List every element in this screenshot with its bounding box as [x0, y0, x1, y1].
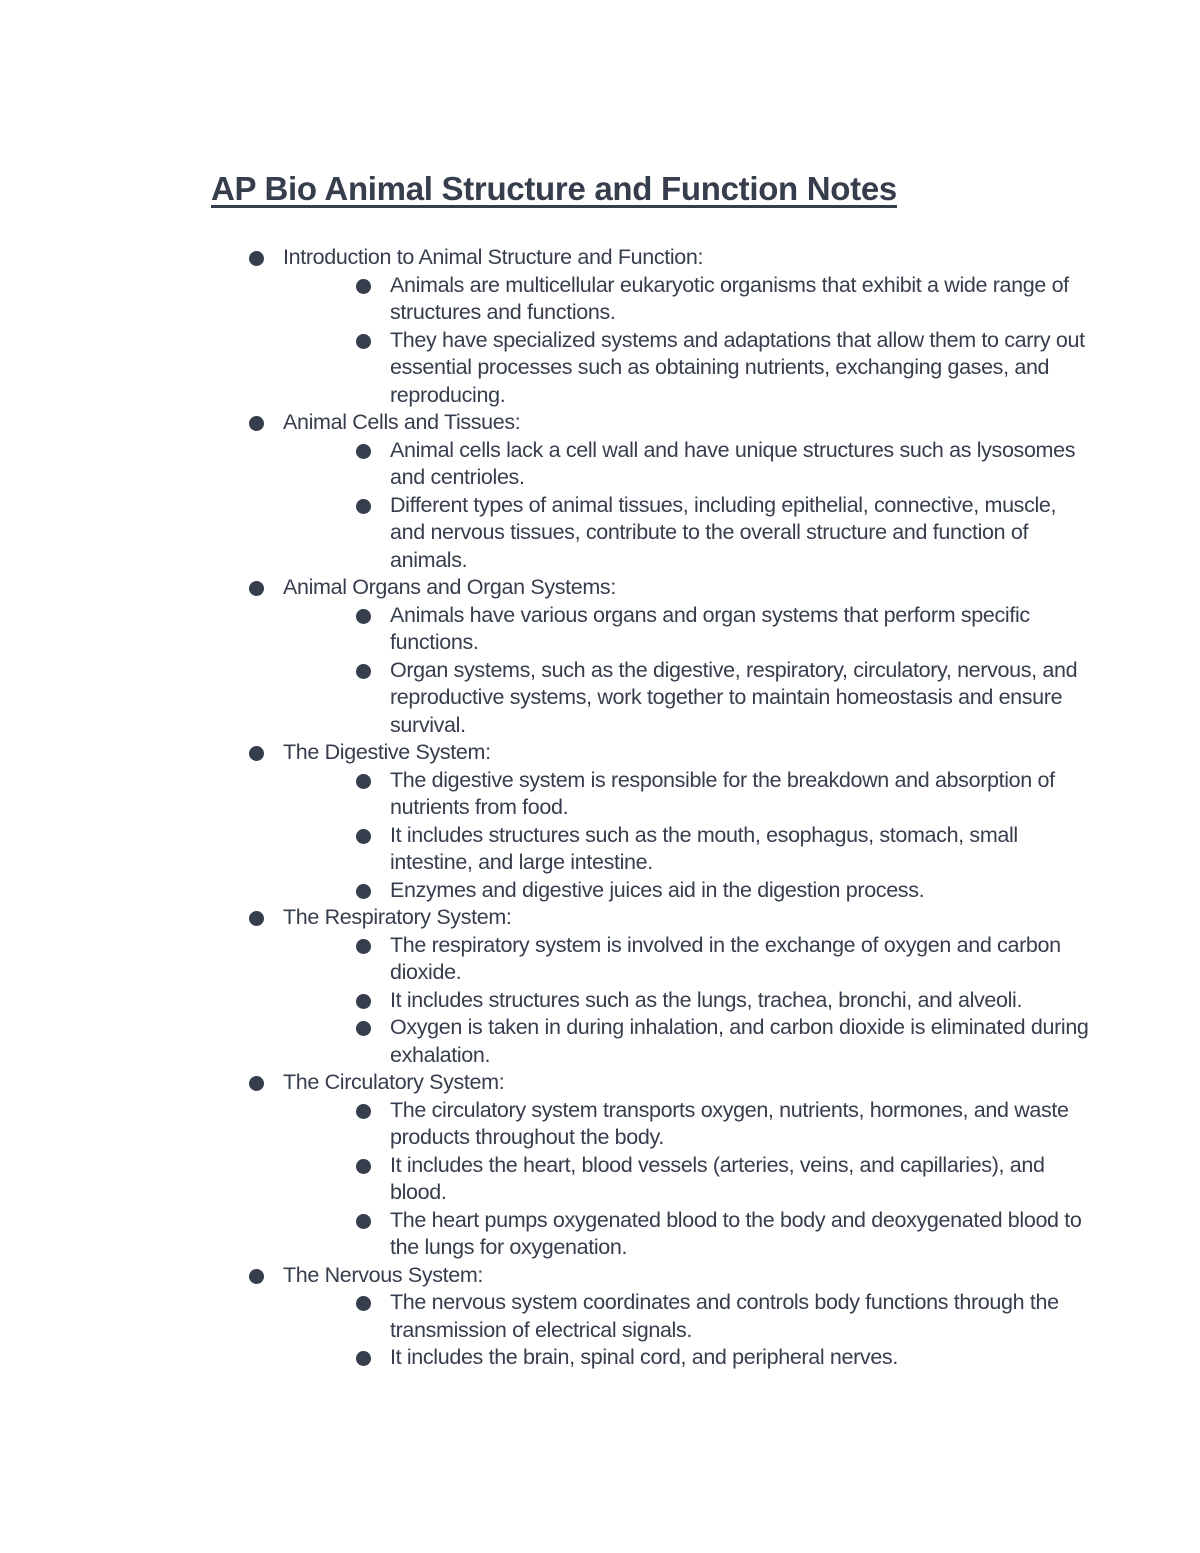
section-circulatory-system: [246, 1069, 1082, 1262]
list-item: It includes structures such as the lungs, trachea, bronchi, and alveoli.: [353, 987, 1090, 1015]
notes-outline: [246, 244, 1089, 1372]
sub-points: [283, 1289, 1076, 1372]
sub-points: [283, 767, 1076, 905]
section-organs-systems: [246, 574, 1076, 739]
bullet-icon: [356, 1214, 371, 1229]
bullet-icon: [356, 1159, 371, 1174]
section-heading: Animal Organs and Organ Systems:: [283, 575, 616, 599]
bullet-icon: [356, 1021, 371, 1036]
list-item: Organ systems, such as the digestive, respiratory, circulatory, nervous, and reproductive systems, work together to maintain homeostasis and ensure survival.: [353, 657, 1090, 740]
bullet-icon: [249, 416, 264, 431]
section-digestive-system: [246, 739, 1076, 904]
sub-points: [283, 1097, 1082, 1262]
section-heading: The Nervous System:: [283, 1262, 484, 1287]
sub-points: [283, 932, 1089, 1070]
bullet-icon: [356, 1296, 371, 1311]
bullet-icon: [356, 499, 371, 514]
list-item: Different types of animal tissues, including epithelial, connective, muscle, and nervous tissues, contribute to the overall structure and function of animals.: [353, 492, 1090, 575]
section-heading: The Digestive System:: [283, 740, 491, 764]
bullet-icon: [249, 251, 264, 266]
list-item: The respiratory system is involved in the exchange of oxygen and carbon dioxide.: [353, 932, 1090, 987]
section-heading: Animal Cells and Tissues:: [283, 410, 521, 434]
sub-points: [283, 437, 1076, 575]
list-item: Enzymes and digestive juices aid in the digestion process.: [353, 877, 1090, 905]
sub-points: [283, 602, 1076, 740]
list-item: They have specialized systems and adaptations that allow them to carry out essential processes such as obtaining nutrients, exchanging gases, and reproducing.: [353, 327, 1090, 410]
list-item: Animals have various organs and organ systems that perform specific functions.: [353, 602, 1090, 657]
bullet-icon: [249, 1269, 264, 1284]
list-item: The heart pumps oxygenated blood to the body and deoxygenated blood to the lungs for oxygenation.: [353, 1207, 1090, 1262]
bullet-icon: [249, 746, 264, 761]
bullet-icon: [356, 1351, 371, 1366]
section-heading: The Respiratory System:: [283, 905, 512, 929]
list-item: Animal cells lack a cell wall and have unique structures such as lysosomes and centrioles.: [353, 437, 1090, 492]
bullet-icon: [356, 664, 371, 679]
list-item: The circulatory system transports oxygen, nutrients, hormones, and waste products throughout the body.: [353, 1097, 1090, 1152]
section-heading: Introduction to Animal Structure and Function:: [283, 245, 704, 269]
bullet-icon: [356, 774, 371, 789]
list-item: Oxygen is taken in during inhalation, and carbon dioxide is eliminated during exhalation.: [353, 1014, 1090, 1069]
list-item: It includes the brain, spinal cord, and peripheral nerves.: [353, 1344, 1090, 1372]
section-cells-tissues: [246, 409, 1076, 574]
section-heading: The Circulatory System:: [283, 1070, 505, 1094]
list-item: It includes the heart, blood vessels (arteries, veins, and capillaries), and blood.: [353, 1152, 1090, 1207]
list-item: It includes structures such as the mouth, esophagus, stomach, small intestine, and large intestine.: [353, 822, 1090, 877]
list-item: The nervous system coordinates and controls body functions through the transmission of electrical signals.: [353, 1289, 1090, 1344]
bullet-icon: [356, 1104, 371, 1119]
bullet-icon: [249, 911, 264, 926]
bullet-icon: [356, 279, 371, 294]
bullet-icon: [356, 334, 371, 349]
list-item: Animals are multicellular eukaryotic organisms that exhibit a wide range of structures and functions.: [353, 272, 1090, 327]
page-title: AP Bio Animal Structure and Function Notes: [211, 170, 897, 207]
section-respiratory-system: [246, 904, 1089, 1069]
bullet-icon: [356, 609, 371, 624]
bullet-icon: [249, 1076, 264, 1091]
bullet-icon: [249, 581, 264, 596]
section-nervous-system: [246, 1262, 1076, 1372]
sub-points: [283, 272, 1085, 410]
list-item: The digestive system is responsible for the breakdown and absorption of nutrients from food.: [353, 767, 1090, 822]
bullet-icon: [356, 994, 371, 1009]
section-introduction: [246, 244, 1085, 409]
bullet-icon: [356, 939, 371, 954]
bullet-icon: [356, 444, 371, 459]
bullet-icon: [356, 829, 371, 844]
bullet-icon: [356, 884, 371, 899]
